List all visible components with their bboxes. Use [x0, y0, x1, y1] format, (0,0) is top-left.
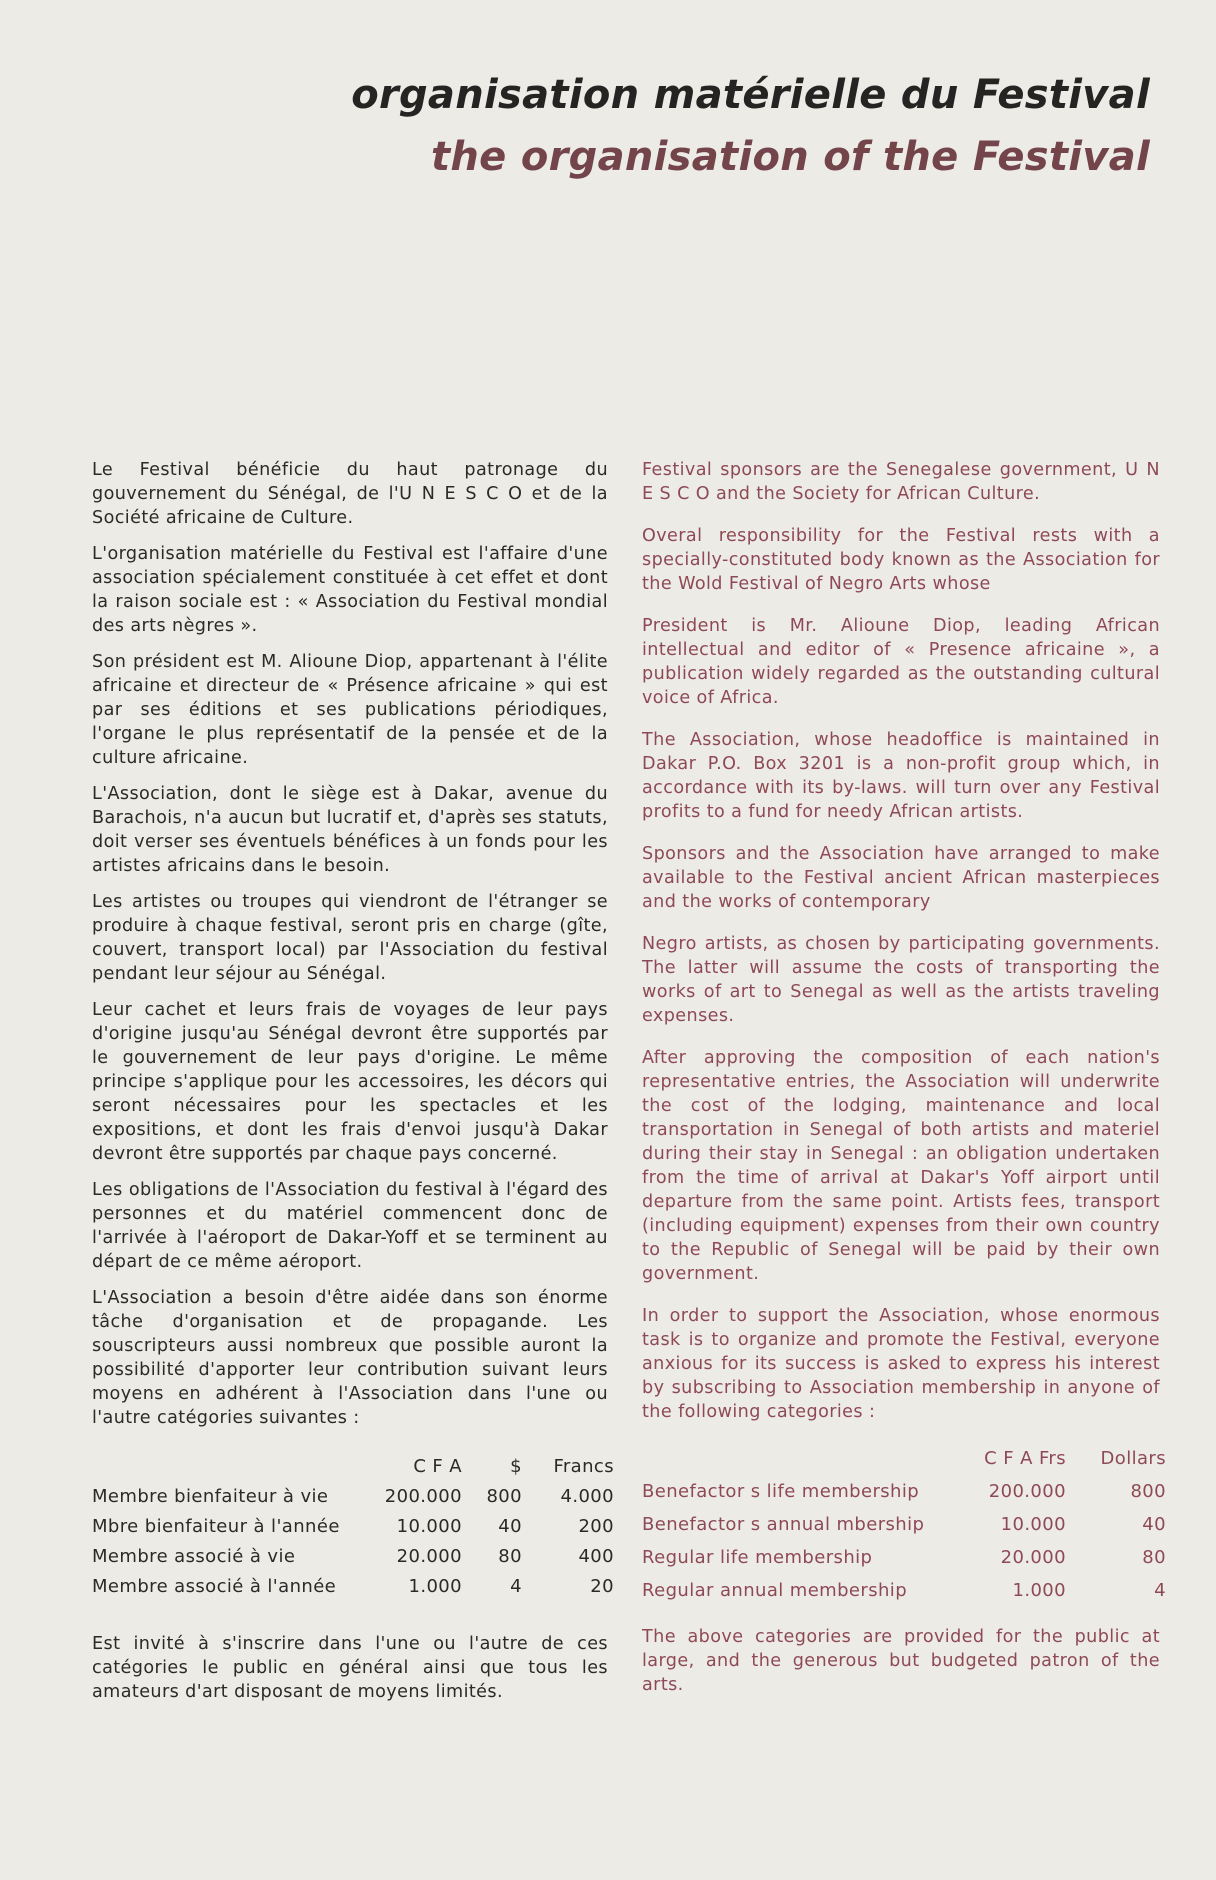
english-paragraph: The Association, whose headoffice is maintained in Dakar P.O. Box 3201 is a non-profit group which, in accordance with its by-laws. will turn over any Festival profits to a fund for needy African artists. — [642, 730, 1160, 822]
table-cell: 800 — [486, 1486, 522, 1507]
french-paragraph: L'organisation matérielle du Festival est l'affaire d'une association spécialement constituée à cet effet et dont la raison sociale est : « Association du Festival mondial des arts nègres ». — [92, 544, 608, 636]
table-cell: 800 — [1130, 1480, 1166, 1502]
table-header-cell: Dollars — [1100, 1447, 1166, 1469]
english-paragraph: Festival sponsors are the Senegalese government, U N E S C O and the Society for African Culture. — [642, 460, 1160, 504]
table-cell: 20.000 — [396, 1546, 462, 1567]
page-title-french: organisation matérielle du Festival — [351, 72, 1150, 118]
table-cell: Mbre bienfaiteur à l'année — [92, 1516, 340, 1537]
french-paragraph: Les obligations de l'Association du festival à l'égard des personnes et du matériel commencent donc de l'arrivée à l'aéroport de Dakar-Yoff et se terminent au départ de ce même aéroport. — [92, 1180, 608, 1272]
table-cell: 80 — [1142, 1546, 1166, 1568]
table-header-row — [92, 1452, 614, 1482]
table-cell: 20.000 — [1000, 1546, 1066, 1568]
english-closing-paragraph: The above categories are provided for the public at large, and the generous but budgeted patron of the arts. — [642, 1627, 1160, 1695]
english-paragraph: Sponsors and the Association have arranged to make available to the Festival ancient African masterpieces and the works of contemporary — [642, 844, 1160, 912]
french-paragraph: Leur cachet et leurs frais de voyages de leur pays d'origine jusqu'au Sénégal devront être supportés par le gouvernement de leur pays d'origine. Le même principe s'applique pour les accessoires, les décors qui seront nécessaires pour les spectacles et les expositions, et dont les frais d'envoi jusqu'à Dakar devront être supportés par chaque pays concerné. — [92, 1000, 608, 1164]
table-cell: Benefactor s annual mbership — [642, 1513, 925, 1535]
table-cell: Regular life membership — [642, 1546, 873, 1568]
french-paragraph: Le Festival bénéficie du haut patronage du gouvernement du Sénégal, de l'U N E S C O et de la Société africaine de Culture. — [92, 460, 608, 528]
table-cell: 400 — [578, 1546, 614, 1567]
english-paragraph: Negro artists, as chosen by participating governments. The latter will assume the costs of transporting the works of art to Senegal as well as the artists traveling expenses. — [642, 934, 1160, 1026]
table-cell: 4.000 — [560, 1486, 614, 1507]
table-header-row — [642, 1442, 1166, 1475]
table-cell: 1.000 — [408, 1576, 462, 1597]
table-cell: 40 — [1142, 1513, 1166, 1535]
table-cell: 4 — [510, 1576, 522, 1597]
table-cell: 10.000 — [1000, 1513, 1066, 1535]
table-cell: 200.000 — [988, 1480, 1066, 1502]
table-cell: 20 — [590, 1576, 614, 1597]
table-row — [92, 1482, 614, 1512]
english-paragraph: In order to support the Association, whose enormous task is to organize and promote the Festival, everyone anxious for its success is asked to express his interest by subscribing to Association membership in anyone of the following categories : — [642, 1306, 1160, 1422]
table-cell: Regular annual membership — [642, 1579, 908, 1601]
table-row — [642, 1574, 1166, 1607]
table-row — [642, 1508, 1166, 1541]
french-paragraph: Les artistes ou troupes qui viendront de l'étranger se produire à chaque festival, seront pris en charge (gîte, couvert, transport local) par l'Association du festival pendant leur séjour au Sénégal. — [92, 892, 608, 984]
table-cell: 80 — [498, 1546, 522, 1567]
french-membership-table — [92, 1452, 614, 1602]
table-cell: Membre associé à l'année — [92, 1576, 337, 1597]
table-cell: 1.000 — [1012, 1579, 1066, 1601]
table-header-cell: Francs — [553, 1456, 614, 1477]
table-row — [92, 1512, 614, 1542]
table-cell: 40 — [498, 1516, 522, 1537]
show-through-ghost-1 — [130, 98, 138, 139]
table-header-cell — [642, 1442, 946, 1475]
table-cell: 4 — [1154, 1579, 1166, 1601]
english-membership-table — [642, 1442, 1166, 1607]
table-cell: 200.000 — [384, 1486, 462, 1507]
table-cell: Membre bienfaiteur à vie — [92, 1486, 329, 1507]
table-header-cell: $ — [510, 1456, 522, 1477]
french-closing-paragraph: Est invité à s'inscrire dans l'une ou l'autre de ces catégories le public en général ainsi que tous les amateurs d'art disposant de moyens limités. — [92, 1634, 608, 1702]
table-cell: Benefactor s life membership — [642, 1480, 920, 1502]
table-row — [92, 1572, 614, 1602]
french-paragraph: Son président est M. Alioune Diop, appartenant à l'élite africaine et directeur de « Présence africaine » qui est par ses éditions et ses publications périodiques, l'organe le plus représentatif de la pensée et de la culture africaine. — [92, 652, 608, 768]
table-cell: 10.000 — [396, 1516, 462, 1537]
english-paragraph: After approving the composition of each nation's representative entries, the Association will underwrite the cost of the lodging, maintenance and local transportation in Senegal of both artists and materiel during their stay in Senegal : an obligation undertaken from the time of arrival at Dakar's Yoff airport until departure from the same point. Artists fees, transport (including equipment) expenses from their own country to the Republic of Senegal will be paid by their own government. — [642, 1048, 1160, 1284]
table-row — [642, 1475, 1166, 1508]
table-row — [92, 1542, 614, 1572]
english-paragraph: Overal responsibility for the Festival rests with a specially-constituted body known as the Association for the Wold Festival of Negro Arts whose — [642, 526, 1160, 594]
table-cell: Membre associé à vie — [92, 1546, 296, 1567]
french-paragraph: L'Association, dont le siège est à Dakar, avenue du Barachois, n'a aucun but lucratif et, d'après ses statuts, doit verser ses éventuels bénéfices à un fonds pour les artistes africains dans le besoin. — [92, 784, 608, 876]
table-header-cell: C F A — [413, 1456, 462, 1477]
page-title-english: the organisation of the Festival — [430, 134, 1150, 180]
table-header-cell: C F A Frs — [984, 1447, 1066, 1469]
english-column — [642, 458, 1166, 1715]
table-header-cell — [92, 1452, 352, 1482]
english-paragraph: President is Mr. Alioune Diop, leading African intellectual and editor of « Presence africaine », a publication widely regarded as the outstanding cultural voice of Africa. — [642, 616, 1160, 708]
french-paragraph: L'Association a besoin d'être aidée dans son énorme tâche d'organisation et de propagande. Les souscripteurs aussi nombreux que possible auront la possibilité d'apporter leur contribution suivant leurs moyens en adhérent à l'Association dans l'une ou l'autre catégories suivantes : — [92, 1288, 608, 1428]
french-column — [92, 458, 614, 1716]
table-row — [642, 1541, 1166, 1574]
table-cell: 200 — [578, 1516, 614, 1537]
